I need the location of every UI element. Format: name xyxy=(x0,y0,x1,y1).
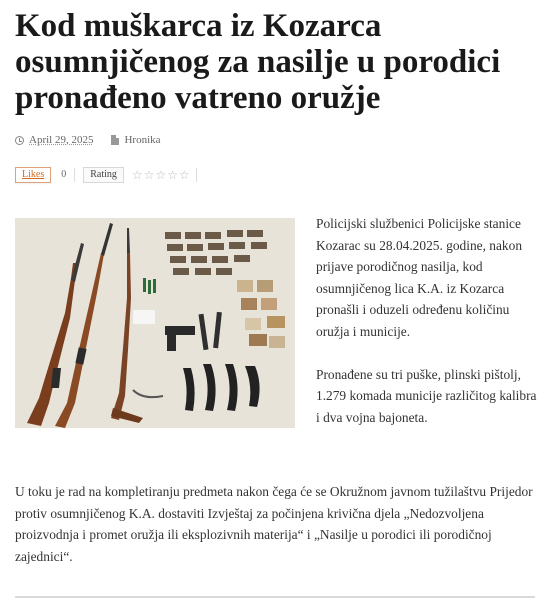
footer-divider xyxy=(15,596,535,598)
likes-button[interactable]: Likes xyxy=(15,167,51,183)
star-icon[interactable]: ☆ xyxy=(131,168,143,182)
article-title: Kod muškarca iz Kozarca osumnjičenog za nasilje u porodici pronađeno vatreno oružje xyxy=(15,8,501,116)
article-body-side xyxy=(316,213,541,450)
article xyxy=(15,8,540,183)
article-meta xyxy=(15,133,540,147)
publish-date[interactable]: April 29, 2025 xyxy=(29,134,94,146)
rating-stars xyxy=(132,168,197,182)
paragraph-1: Policijski službenici Policijske stanice Kozarac su 28.04.2025. godine, nakon prijave porodičnog nasilja, kod osumnjičenog lica K.A. iz Kozarca pronašli i oduzeli određenu količinu oružja i municije. xyxy=(316,216,523,339)
category-link[interactable]: Hronika xyxy=(124,134,161,146)
likes-count: 0 xyxy=(61,168,75,182)
star-icon[interactable]: ☆ xyxy=(143,168,155,182)
ratings-bar xyxy=(15,167,540,183)
rating-label: Rating xyxy=(83,167,124,183)
star-icon[interactable]: ☆ xyxy=(155,168,167,182)
article-body-bottom xyxy=(15,481,535,567)
article-photo[interactable] xyxy=(15,218,295,428)
star-icon[interactable]: ☆ xyxy=(167,168,178,182)
paragraph-2: Pronađene su tri puške, plinski pištolj, 1.279 komada municije različitog kalibra i dva vojna bajoneta. xyxy=(316,366,537,425)
paragraph-3: U toku je rad na kompletiranju predmeta nakon čega će se Okružnom javnom tužilaštvu Prijedor protiv osumnjičenog K.A. dostaviti Izvještaj za počinjena krivična djela „Nedozvoljena proizvodnja i promet oružja ili eksplozivnih materija“ i „Nasilje u porodici ili porodičnoj zajednici“. xyxy=(15,484,533,564)
star-icon[interactable]: ☆ xyxy=(178,168,190,182)
document-icon xyxy=(111,135,119,145)
clock-icon xyxy=(15,136,24,145)
